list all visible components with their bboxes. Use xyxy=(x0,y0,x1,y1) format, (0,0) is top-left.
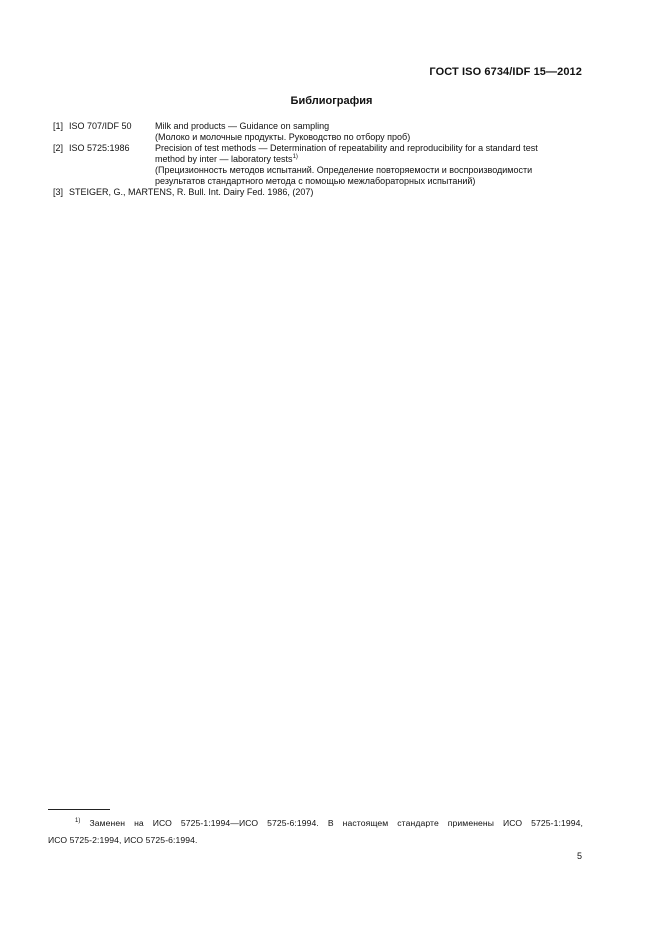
footnote-line-1-text: Заменен на ИСО 5725-1:1994—ИСО 5725-6:1994. В настоящем стандарте применены ИСО 5725-1:1994, xyxy=(89,818,583,828)
entry-title-line-2 xyxy=(155,154,585,165)
entry-reference: ISO 5725:1986 xyxy=(69,143,130,153)
footnote-mark: 1) xyxy=(75,818,81,824)
entry-title: Milk and products — Guidance on sampling xyxy=(155,121,330,131)
entry-title-line-1: Precision of test methods — Determination of repeatability and reproducibility for a standard test xyxy=(155,143,538,153)
bibliography-entry-1 xyxy=(53,121,593,143)
entry-number: [2] xyxy=(53,143,64,153)
entry-description xyxy=(155,143,585,187)
entry-translation-line-1: (Прецизионность методов испытаний. Определение повторяемости и воспроизводимости xyxy=(155,165,533,175)
footnote-marker[interactable]: 1) xyxy=(292,154,298,160)
section-title xyxy=(0,95,661,107)
bibliography-entry-2 xyxy=(53,143,593,187)
entry-number: [1] xyxy=(53,121,64,131)
entry-title-line-2-text: method by inter — laboratory tests xyxy=(155,154,293,164)
entry-description xyxy=(155,121,585,143)
footnote-divider xyxy=(48,809,110,810)
entry-reference: ISO 707/IDF 50 xyxy=(69,121,132,131)
section-title-text: Библиография xyxy=(290,95,373,107)
entry-text: STEIGER, G., MARTENS, R. Bull. Int. Dairy Fed. 1986, (207) xyxy=(69,187,314,197)
entry-number: [3] xyxy=(53,187,64,197)
footnote xyxy=(48,815,583,849)
bibliography-entry-3 xyxy=(53,187,593,198)
page-number: 5 xyxy=(576,851,582,861)
bibliography-list xyxy=(53,121,593,198)
footnote-line-2: ИСО 5725-2:1994, ИСО 5725-6:1994. xyxy=(48,835,198,845)
footnote-line-1 xyxy=(48,815,583,832)
entry-translation: (Молоко и молочные продукты. Руководство по отбору проб) xyxy=(155,132,411,142)
document-code: ГОСТ ISO 6734/IDF 15—2012 xyxy=(429,66,582,78)
entry-translation-line-2: результатов стандартного метода с помощью межлабораторных испытаний) xyxy=(155,176,476,186)
